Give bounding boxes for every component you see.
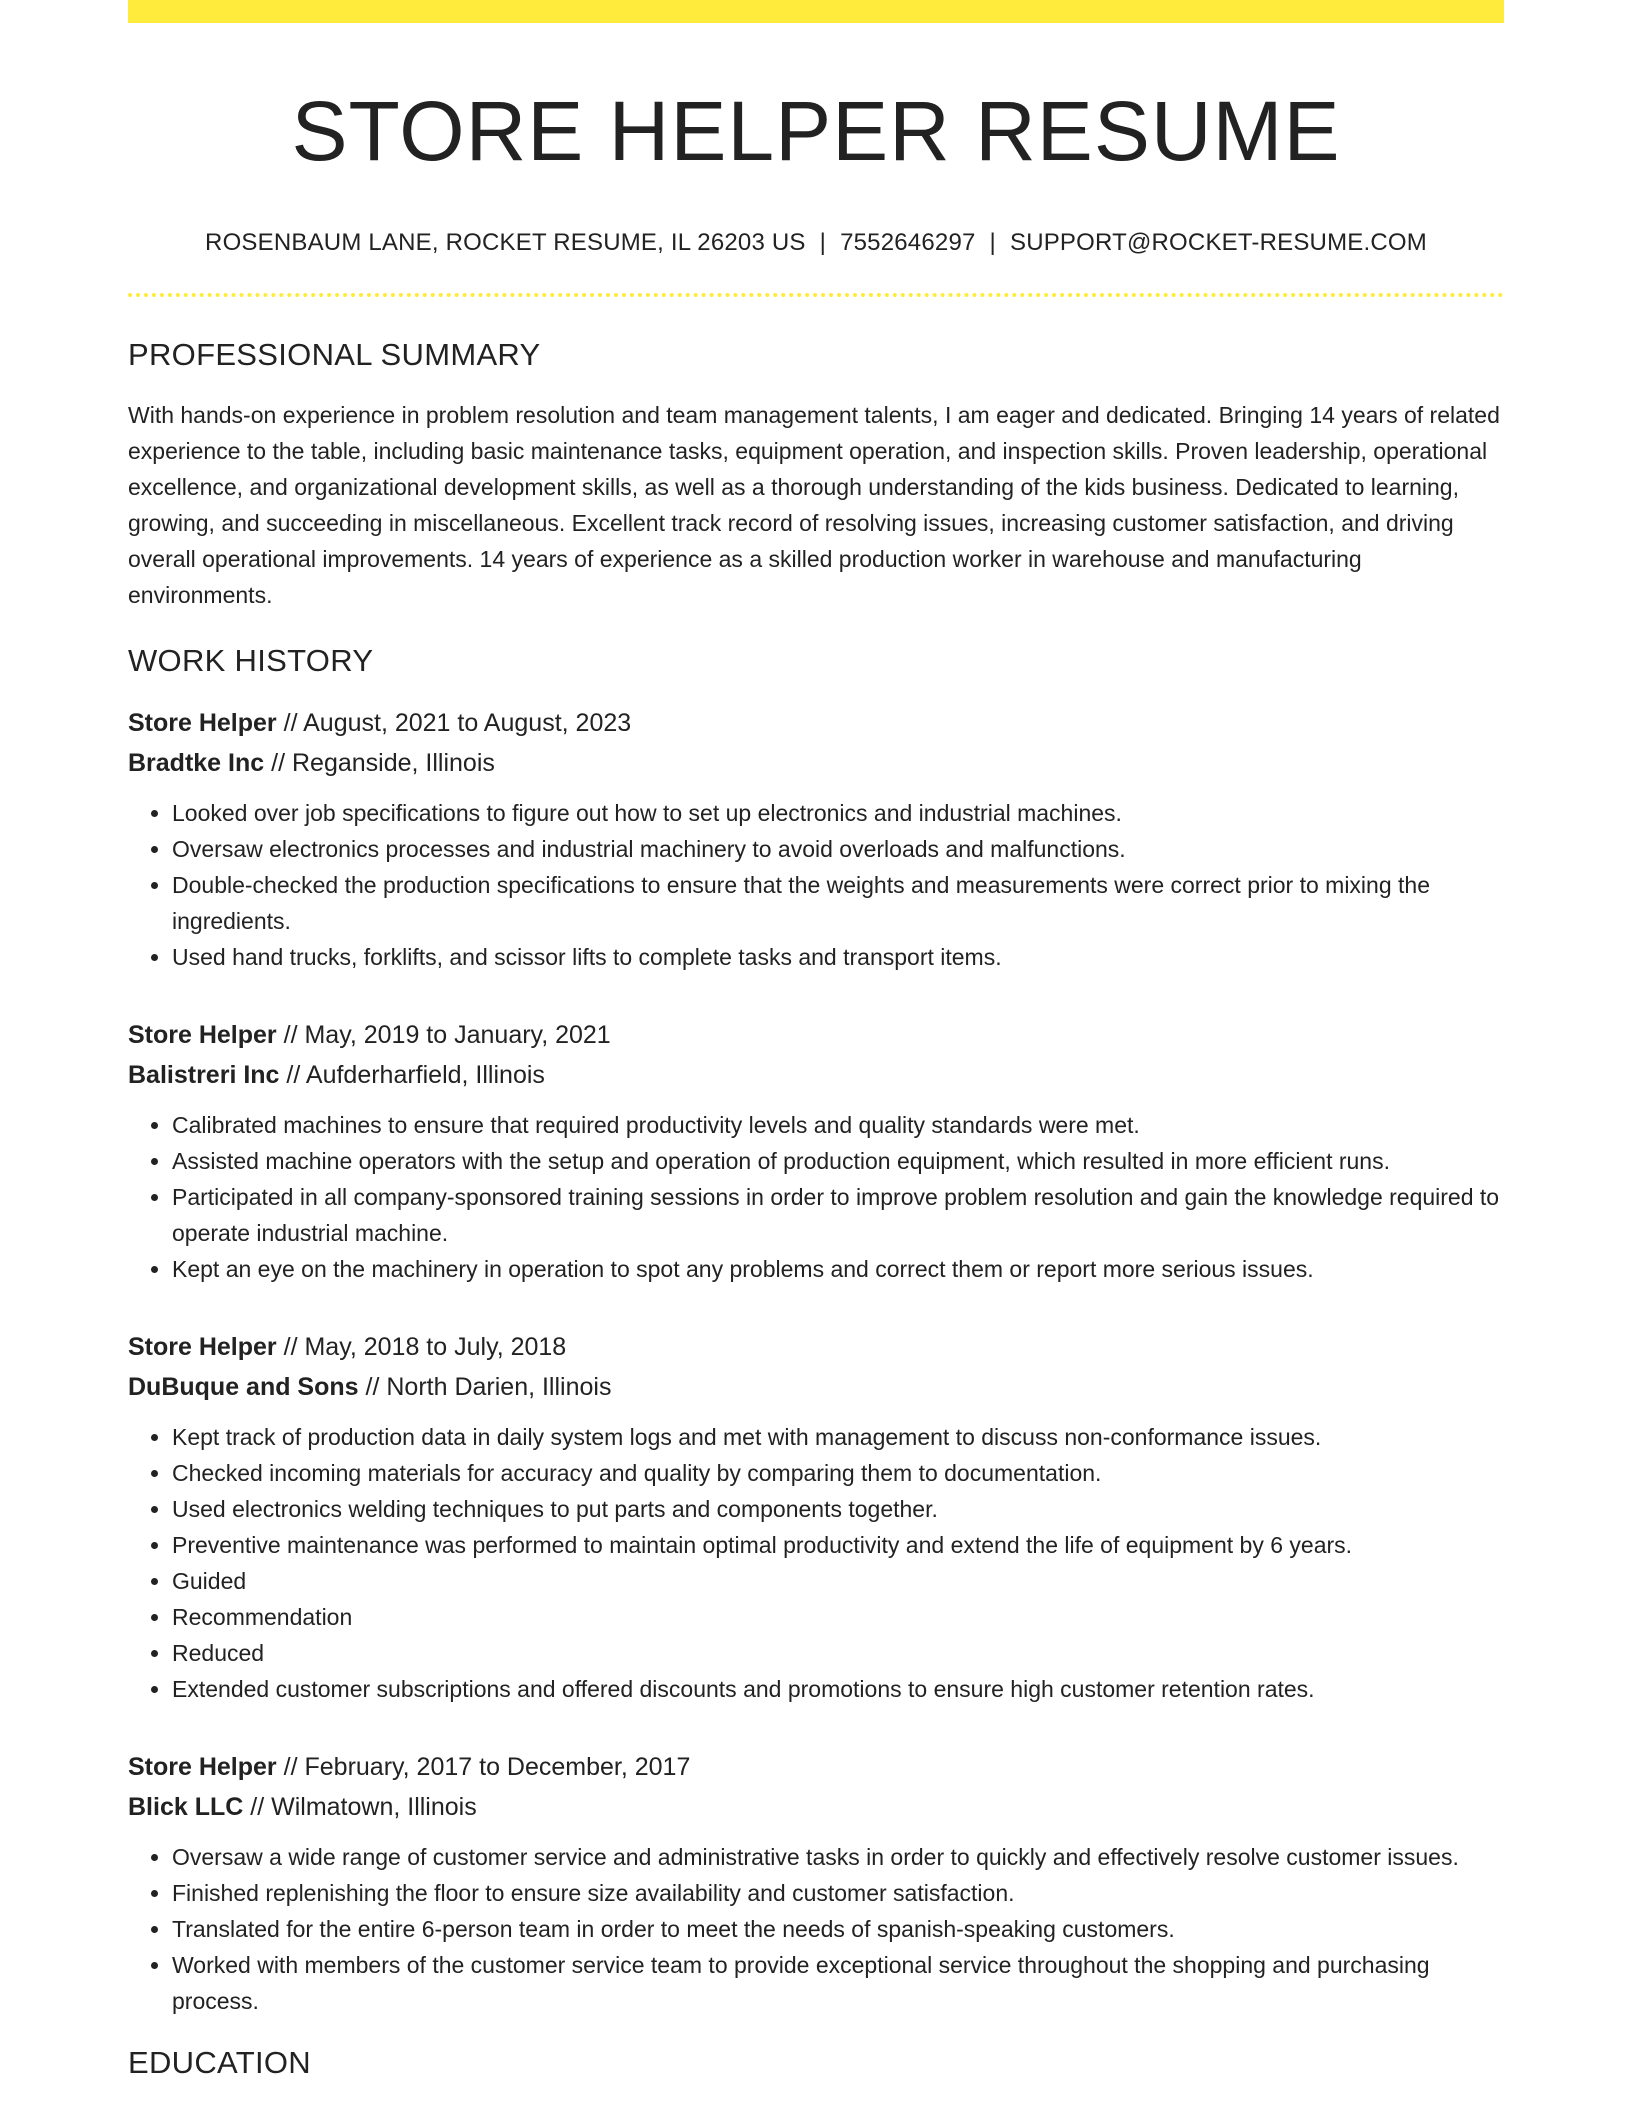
job-location: Aufderharfield, Illinois — [305, 1061, 545, 1090]
job-bullet: • Kept an eye on the machinery in operation to spot any problems and correct them or report more serious issues. — [172, 1251, 1504, 1287]
job-bullets — [128, 1419, 1504, 1707]
resume-title: STORE HELPER RESUME — [291, 84, 1341, 178]
section-title-summary: PROFESSIONAL SUMMARY — [128, 337, 541, 373]
job-location: Reganside, Illinois — [291, 749, 495, 778]
job-dates: February, 2017 to December, 2017 — [304, 1753, 691, 1782]
job-company: DuBuque and Sons — [128, 1373, 359, 1402]
contact-line — [128, 229, 1504, 257]
job-bullet: • Finished replenishing the floor to ensure size availability and customer satisfaction. — [172, 1875, 1504, 1911]
job-company-line — [128, 1787, 1504, 1827]
contact-email: SUPPORT@ROCKET-RESUME.COM — [1009, 229, 1427, 257]
section-title-education: EDUCATION — [128, 2045, 311, 2081]
job-company-line — [128, 743, 1504, 783]
job-title-line — [128, 703, 1504, 743]
job-bullet: • Recommendation — [172, 1599, 1504, 1635]
contact-phone: 7552646297 — [840, 229, 976, 257]
contact-separator: | — [819, 229, 827, 257]
job-company-line — [128, 1055, 1504, 1095]
job-bullet: • Oversaw a wide range of customer service and administrative tasks in order to quickly and effectively resolve customer issues. — [172, 1839, 1504, 1875]
job-bullet: • Assisted machine operators with the setup and operation of production equipment, which resulted in more efficient runs. — [172, 1143, 1504, 1179]
job-entry — [128, 1015, 1504, 1287]
job-bullet: • Used electronics welding techniques to put parts and components together. — [172, 1491, 1504, 1527]
job-bullet: • Translated for the entire 6-person team in order to meet the needs of spanish-speaking customers. — [172, 1911, 1504, 1947]
job-dates: May, 2018 to July, 2018 — [304, 1333, 567, 1362]
work-history-list — [128, 703, 1504, 2019]
job-bullet: • Kept track of production data in daily system logs and met with management to discuss non-conformance issues. — [172, 1419, 1504, 1455]
job-dates: May, 2019 to January, 2021 — [304, 1021, 611, 1050]
job-bullets — [128, 795, 1504, 975]
contact-address: ROSENBAUM LANE, ROCKET RESUME, IL 26203 US — [205, 229, 806, 257]
job-bullet: • Calibrated machines to ensure that required productivity levels and quality standards were met. — [172, 1107, 1504, 1143]
job-role: Store Helper — [128, 1021, 277, 1050]
job-bullet: • Used hand trucks, forklifts, and scissor lifts to complete tasks and transport items. — [172, 939, 1504, 975]
contact-separator: | — [989, 229, 996, 257]
job-bullets — [128, 1839, 1504, 2019]
dotted-divider — [128, 293, 1504, 297]
job-divider: // — [286, 1061, 301, 1090]
job-bullet: • Checked incoming materials for accuracy and quality by comparing them to documentation. — [172, 1455, 1504, 1491]
accent-bar — [128, 0, 1504, 23]
job-bullet: • Oversaw electronics processes and industrial machinery to avoid overloads and malfunctions. — [172, 831, 1504, 867]
job-bullet: • Worked with members of the customer service team to provide exceptional service throughout the shopping and purchasing process. — [172, 1947, 1504, 2019]
job-location: Wilmatown, Illinois — [271, 1793, 477, 1822]
job-divider: // — [271, 749, 286, 778]
job-company-line — [128, 1367, 1504, 1407]
job-divider: // — [283, 1753, 298, 1782]
job-role: Store Helper — [128, 709, 277, 738]
job-company: Blick LLC — [128, 1793, 244, 1822]
job-bullet: • Reduced — [172, 1635, 1504, 1671]
job-location: North Darien, Illinois — [386, 1373, 612, 1402]
resume-page — [128, 0, 1504, 2081]
job-dates: August, 2021 to August, 2023 — [303, 709, 632, 738]
job-bullet: • Double-checked the production specifications to ensure that the weights and measurements were correct prior to mixing the ingredients. — [172, 867, 1504, 939]
job-divider: // — [283, 709, 298, 738]
job-divider: // — [365, 1373, 380, 1402]
job-divider: // — [250, 1793, 265, 1822]
job-bullet: • Extended customer subscriptions and offered discounts and promotions to ensure high customer retention rates. — [172, 1671, 1504, 1707]
job-title-line — [128, 1015, 1504, 1055]
job-divider: // — [283, 1333, 298, 1362]
job-entry — [128, 703, 1504, 975]
section-title-work-history: WORK HISTORY — [128, 643, 374, 679]
job-title-line — [128, 1747, 1504, 1787]
job-bullet: • Looked over job specifications to figure out how to set up electronics and industrial machines. — [172, 795, 1504, 831]
job-company: Balistreri Inc — [128, 1061, 280, 1090]
job-bullets — [128, 1107, 1504, 1287]
job-company: Bradtke Inc — [128, 749, 265, 778]
job-bullet: • Participated in all company-sponsored training sessions in order to improve problem resolution and gain the knowledge required to operate industrial machine. — [172, 1179, 1504, 1251]
job-role: Store Helper — [128, 1753, 277, 1782]
job-role: Store Helper — [128, 1333, 277, 1362]
job-entry — [128, 1327, 1504, 1707]
job-bullet: • Preventive maintenance was performed to maintain optimal productivity and extend the life of equipment by 6 years. — [172, 1527, 1504, 1563]
summary-text: With hands-on experience in problem resolution and team management talents, I am eager and dedicated. Bringing 14 years of related experience to the table, including basic maintenance tasks, equipment operation, and inspection skills. Proven leadership, operational excellence, and organizational development skills, as well as a thorough understanding of the kids business. Dedicated to learning, growing, and succeeding in miscellaneous. Excellent track record of resolving issues, increasing customer satisfaction, and driving overall operational improvements. 14 years of experience as a skilled production worker in warehouse and manufacturing environments. — [128, 402, 1500, 609]
job-bullet: • Guided — [172, 1563, 1504, 1599]
job-title-line — [128, 1327, 1504, 1367]
job-entry — [128, 1747, 1504, 2019]
job-divider: // — [283, 1021, 298, 1050]
